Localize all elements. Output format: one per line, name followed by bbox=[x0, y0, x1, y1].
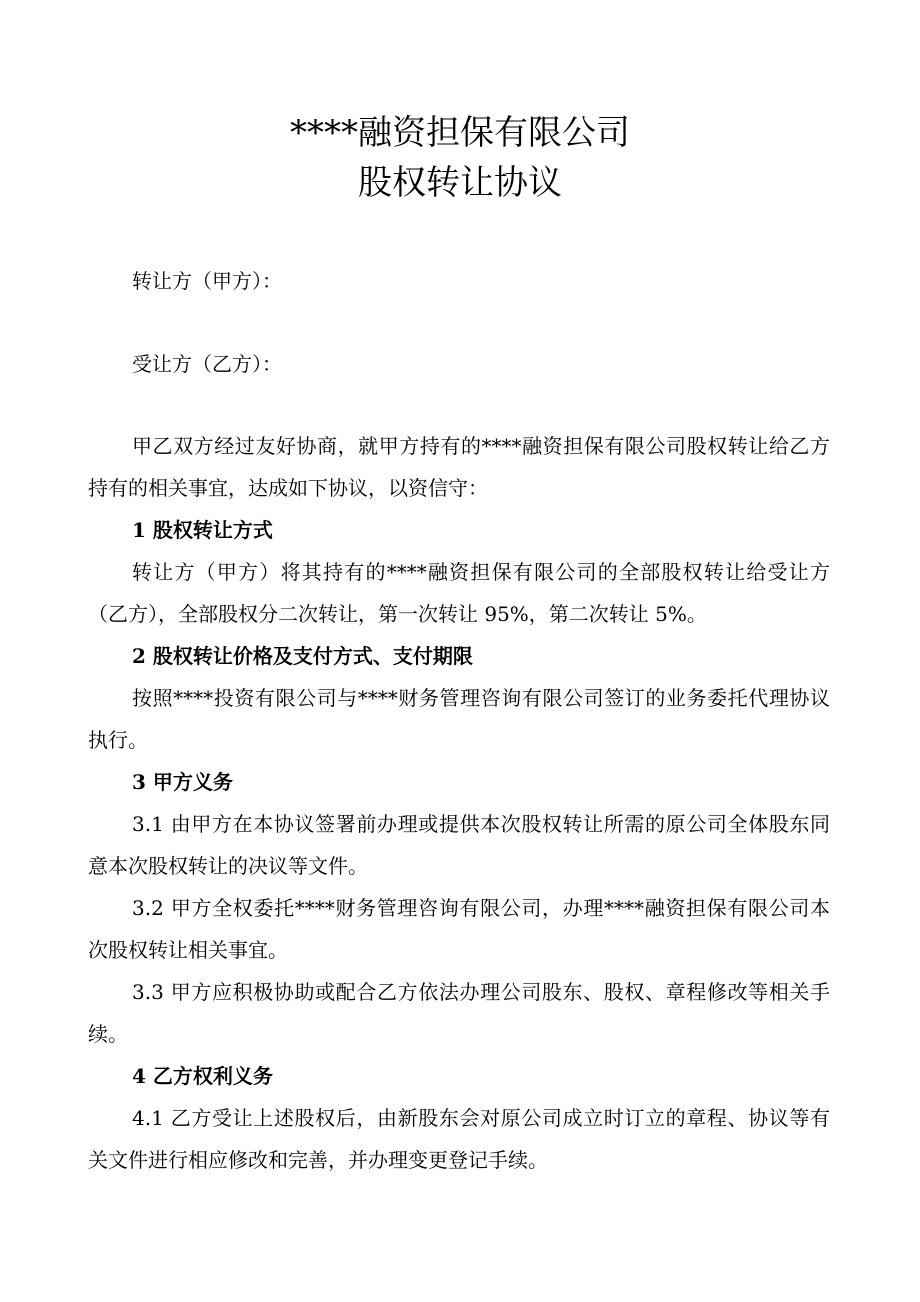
section-3-2-paragraph: 3.2 甲方全权委托****财务管理咨询有限公司，办理****融资担保有限公司本次股权转让相关事宜。 bbox=[88, 896, 830, 962]
party-transferor: 转让方（甲方）： bbox=[132, 269, 282, 293]
section-3-1-paragraph: 3.1 由甲方在本协议签署前办理或提供本次股权转让所需的原公司全体股东同意本次股权转让的决议等文件。 bbox=[88, 812, 830, 878]
section-4-1-paragraph: 4.1 乙方受让上述股权后，由新股东会对原公司成立时订立的章程、协议等有关文件进行相应修改和完善，并办理变更登记手续。 bbox=[88, 1106, 830, 1172]
section-4-heading: 4 乙方权利义务 bbox=[132, 1064, 273, 1088]
section-1-heading: 1 股权转让方式 bbox=[132, 518, 273, 542]
section-2-heading: 2 股权转让价格及支付方式、支付期限 bbox=[132, 644, 473, 668]
title-agreement: 股权转让协议 bbox=[358, 163, 562, 203]
title-company: ****融资担保有限公司 bbox=[290, 113, 630, 153]
intro-paragraph: 甲乙双方经过友好协商，就甲方持有的****融资担保有限公司股权转让给乙方持有的相关事宜，达成如下协议，以资信守： bbox=[88, 434, 830, 500]
agreement-body bbox=[88, 425, 830, 1181]
section-3-3-paragraph: 3.3 甲方应积极协助或配合乙方依法办理公司股东、股权、章程修改等相关手续。 bbox=[88, 980, 830, 1046]
section-1-paragraph: 转让方（甲方）将其持有的****融资担保有限公司的全部股权转让给受让方（乙方），全部股权分二次转让，第一次转让 95%，第二次转让 5%。 bbox=[88, 560, 830, 626]
section-3-heading: 3 甲方义务 bbox=[132, 770, 233, 794]
section-2-paragraph: 按照****投资有限公司与****财务管理咨询有限公司签订的业务委托代理协议执行。 bbox=[88, 686, 830, 752]
party-transferee: 受让方（乙方）： bbox=[132, 352, 282, 376]
